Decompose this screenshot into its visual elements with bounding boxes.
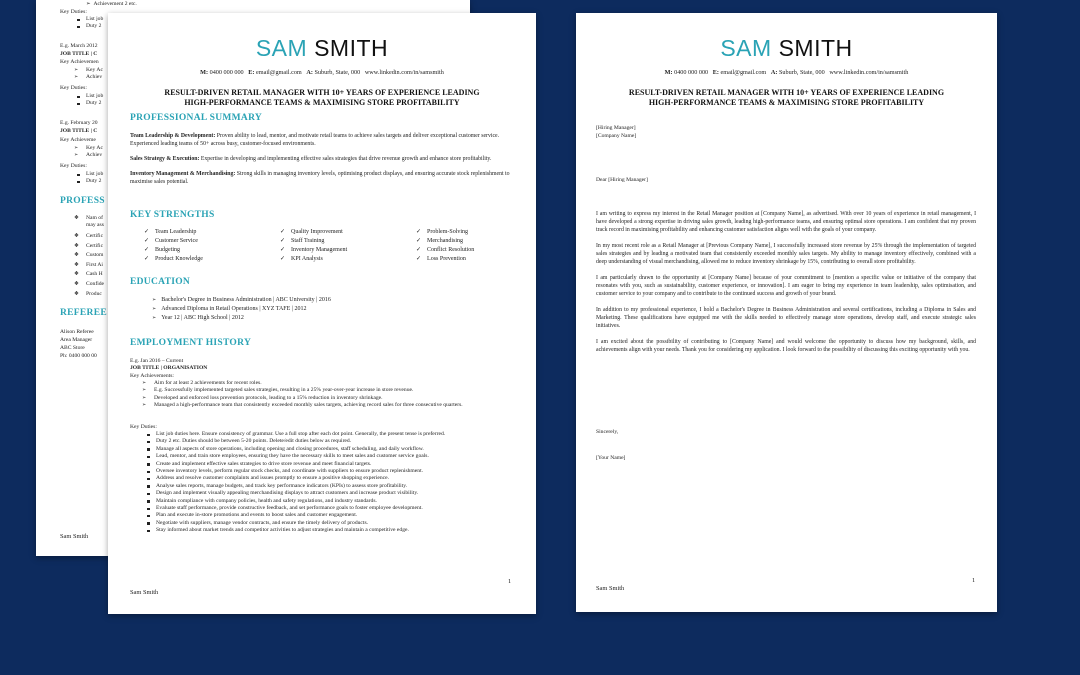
email: email@gmail.com bbox=[256, 69, 302, 76]
education-item: ➢ Advanced Diploma in Retail Operations | XYZ TAFE | 2012 bbox=[152, 305, 331, 314]
referee-line: Area Manager bbox=[60, 337, 93, 343]
candidate-name bbox=[108, 35, 536, 62]
strength-item: ✓ Merchandising bbox=[416, 237, 516, 246]
list-item: Design and implement visually appealing merchandising displays to attract customers and increase product visibility. bbox=[146, 490, 514, 497]
duties-list bbox=[76, 171, 103, 186]
list-item: ❖ Produc bbox=[74, 290, 104, 300]
list-item: ❖ Confide bbox=[74, 280, 104, 290]
letter-paragraph: I am particularly drawn to the opportunity at [Company Name] because of your commitment to [mention a specific value or initiative of the company that resonates with you, such as sustainability, customer experience, or innovation]. I am eager to bring my experience in team leadership, sales optimisation, and customer service to your company and to contribute to the continued success and growth of your brand. bbox=[596, 275, 976, 297]
headline: RESULT-DRIVEN RETAIL MANAGER WITH 10+ YEARS OF EXPERIENCE LEADING HIGH-PERFORMANCE TEAMS & MAXIMISING STORE PROFITABILITY bbox=[628, 88, 945, 107]
duties-list bbox=[76, 93, 103, 108]
footer-name: Sam Smith bbox=[60, 533, 89, 540]
list-item: List job bbox=[76, 171, 103, 178]
job-date: E.g. February 20 bbox=[60, 120, 98, 126]
strength-item: ✓ Inventory Management bbox=[280, 246, 416, 255]
contact-line: M: 0400 000 000 E: email@gmail.com A: Suburb, State, 000 www.linkedin.com/in/samsmith bbox=[200, 69, 444, 76]
list-item: Duty 2 bbox=[76, 100, 103, 107]
section-heading-strengths: KEY STRENGTHS bbox=[130, 210, 215, 220]
section-heading-referees: REFEREE bbox=[60, 308, 107, 318]
key-duties-label: Key Duties: bbox=[60, 85, 87, 91]
list-item: Negotiate with suppliers, manage vendor contracts, and ensure the timely delivery of products. bbox=[146, 520, 514, 527]
strength-item: ✓ Budgeting bbox=[144, 246, 280, 255]
key-duties-label: Key Duties: bbox=[60, 163, 87, 169]
linkedin: www.linkedin.com/in/samsmith bbox=[364, 69, 444, 76]
key-duties-label: Key Duties: bbox=[130, 424, 157, 430]
list-item: Analyse sales reports, manage budgets, and track key performance indicators (KPIs) to assess store profitability. bbox=[146, 483, 514, 490]
letter-paragraph: I am writing to express my interest in the Retail Manager position at [Company Name], as advertised. With over 10 years of experience in retail management, I have developed a strong expertise in driving sales growth, leading high-performance teams, and ensuring optimal store operations. I am confident that my proven track record in maximising profitability and enhancing customer satisfaction aligns well with the goals of your company. bbox=[596, 211, 976, 233]
strength-item: ✓ Staff Training bbox=[280, 237, 416, 246]
list-item: Lead, mentor, and train store employees, ensuring they have the necessary skills to meet sales and customer service goals. bbox=[146, 453, 514, 460]
strengths-grid bbox=[144, 228, 514, 264]
letter-body bbox=[596, 210, 976, 362]
referee-line: ABC Store bbox=[60, 345, 85, 351]
section-heading-summary: PROFESSIONAL SUMMARY bbox=[130, 113, 263, 123]
strength-item: ✓ Team Leadership bbox=[144, 228, 280, 237]
first-name: SAM bbox=[255, 35, 308, 61]
referee-block bbox=[60, 328, 97, 360]
achievements-list bbox=[74, 67, 103, 82]
section-heading-education: EDUCATION bbox=[130, 277, 191, 287]
summary-item: Sales Strategy & Execution: Expertise in developing and implementing effective sales strategies that drive revenue growth and enhance store profitability. bbox=[130, 156, 492, 162]
page-number: 1 bbox=[508, 578, 512, 585]
strength-item: ✓ Customer Service bbox=[144, 237, 280, 246]
letter-paragraph: In addition to my professional experience, I hold a Bachelor's Degree in Business Administration and several certifications, including a Diploma in Sales and Marketing. These qualifications have equipped me with the skills needed to effectively manage store operations, develop staff, and execute strategic sales initiatives. bbox=[596, 307, 976, 329]
salutation: Dear [Hiring Manager] bbox=[596, 177, 648, 183]
recipient-line: [Hiring Manager] bbox=[596, 125, 636, 131]
list-item: Create and implement effective sales strategies to drive store revenue and meet financial targets. bbox=[146, 461, 514, 468]
letter-paragraph: I am excited about the possibility of contributing to [Company Name] and would welcome the opportunity to discuss how my background, skills, and achievements align with your needs. Thank you for considering my application. I look forward to the possibility of discussing this exciting opportunity with you. bbox=[596, 339, 976, 353]
list-item: ➢ Key Ac bbox=[74, 67, 103, 74]
job-date: E.g. Jan 2016 – Current bbox=[130, 358, 184, 364]
footer-name: Sam Smith bbox=[596, 585, 625, 592]
recipient-line: [Company Name] bbox=[596, 133, 637, 139]
list-item: Duty 2 bbox=[76, 178, 103, 185]
job-title: JOB TITLE | C bbox=[60, 51, 98, 57]
email: email@gmail.com bbox=[720, 69, 767, 76]
key-achievements-label: Key Achieveme bbox=[60, 137, 96, 143]
list-item: List job bbox=[76, 16, 103, 23]
list-item: Manage all aspects of store operations, including opening and closing procedures, staff scheduling, and daily workflow. bbox=[146, 446, 514, 453]
list-item: List job duties here. Ensure consistency of grammar. Use a full stop after each dot point. Generally, the present tense is preferred. bbox=[146, 431, 514, 438]
education-item: ➢ Bachelor's Degree in Business Administration | ABC University | 2016 bbox=[152, 296, 331, 305]
education-list bbox=[152, 296, 331, 323]
phone: 0400 000 000 bbox=[674, 69, 709, 76]
job-date: E.g. March 2012 bbox=[60, 43, 98, 49]
list-item: ❖ Certific bbox=[74, 242, 104, 252]
page-number: 1 bbox=[972, 577, 976, 584]
list-item: ➢ Managed a high-performance team that consistently exceeded monthly sales targets, achieving record sales for three consecutive quarters. bbox=[142, 402, 512, 409]
achievements-list bbox=[142, 380, 512, 410]
last-name: SMITH bbox=[314, 35, 389, 61]
referee-line: Alison Referee bbox=[60, 329, 94, 335]
list-item: Evaluate staff performance, provide constructive feedback, and set performance goals to foster employee development. bbox=[146, 505, 514, 512]
list-item: Oversee inventory levels, perform regular stock checks, and coordinate with suppliers to ensure product replenishment. bbox=[146, 468, 514, 475]
key-achievements-label: Key Achievements: bbox=[130, 373, 174, 379]
signature: [Your Name] bbox=[596, 455, 626, 461]
address: Suburb, State, 000 bbox=[314, 69, 361, 76]
strength-item: ✓ Loss Prevention bbox=[416, 255, 516, 264]
key-achievements-label: Key Achievemen bbox=[60, 59, 99, 65]
headline: RESULT-DRIVEN RETAIL MANAGER WITH 10+ YEARS OF EXPERIENCE LEADING HIGH-PERFORMANCE TEAMS & MAXIMISING STORE PROFITABILITY bbox=[164, 88, 480, 107]
job-title: JOB TITLE | C bbox=[60, 128, 98, 134]
list-item: ❖ Cash H bbox=[74, 270, 104, 280]
duties-list bbox=[76, 16, 103, 31]
summary-item: Inventory Management & Merchandising: Strong skills in managing inventory levels, optimising product displays, and ensuring accurate stock replenishment to maximise sales potential. bbox=[130, 171, 510, 185]
last-name: SMITH bbox=[778, 35, 853, 61]
list-item: ➢ Key Ac bbox=[74, 145, 103, 152]
section-heading-employment: EMPLOYMENT HISTORY bbox=[130, 338, 252, 348]
list-item: ➢ Developed and enforced loss prevention protocols, leading to a 15% reduction in inventory shrinkage. bbox=[142, 395, 512, 402]
list-item: Plan and execute in-store promotions and events to boost sales and customer engagement. bbox=[146, 512, 514, 519]
summary-block bbox=[130, 132, 514, 193]
candidate-name bbox=[576, 35, 997, 62]
list-item: ❖ Certific bbox=[74, 232, 104, 242]
referee-line: Ph: 0400 000 00 bbox=[60, 353, 97, 359]
address: Suburb, State, 000 bbox=[778, 69, 825, 76]
linkedin: www.linkedin.com/in/samsmith bbox=[829, 69, 909, 76]
list-item: Duty 2 etc. Duties should be between 5-20 points. Delete/edit duties below as required. bbox=[146, 438, 514, 445]
duties-list bbox=[146, 431, 514, 535]
list-item: ❖ Nam of may ass bbox=[74, 215, 104, 229]
summary-item: Team Leadership & Development: Proven ability to lead, mentor, and motivate retail teams to achieve sales targets and deliver exceptional customer service. Experienced leading teams of 50+ across busy, customer-focused environments. bbox=[130, 133, 500, 147]
closing: Sincerely, bbox=[596, 429, 619, 435]
strength-item: ✓ Quality Improvement bbox=[280, 228, 416, 237]
achievement-line: ➢ Achievement 2 etc. bbox=[86, 1, 137, 7]
job-title: JOB TITLE | ORGANISATION bbox=[130, 365, 208, 371]
achievements-list bbox=[74, 145, 103, 160]
list-item: ➢ Aim for at least 2 achievements for recent roles. bbox=[142, 380, 512, 387]
resume-page-1 bbox=[108, 13, 536, 614]
professional-list bbox=[74, 215, 104, 299]
list-item: ➢ Achiev bbox=[74, 74, 103, 81]
recipient-block bbox=[596, 124, 636, 140]
letter-paragraph: In my most recent role as a Retail Manager at [Previous Company Name], I successfully increased store revenue by 25% through the implementation of targeted sales strategies and by leading a motivated team that consistently exceeded monthly sales targets. My ability to manage inventory effectively, combined with a deep understanding of visual merchandising, allowed me to reduce inventory shrinkage by 15%, contributing to overall store profitability. bbox=[596, 243, 976, 265]
footer-name: Sam Smith bbox=[130, 589, 159, 596]
strength-item: ✓ KPI Analysis bbox=[280, 255, 416, 264]
first-name: SAM bbox=[720, 35, 772, 61]
contact-line: M: 0400 000 000 E: email@gmail.com A: Suburb, State, 000 www.linkedin.com/in/samsmith bbox=[664, 69, 909, 76]
list-item: ➢ E.g. Successfully implemented targeted sales strategies, resulting in a 25% year-over-year increase in store revenue. bbox=[142, 387, 512, 394]
list-item: ❖ First Ai bbox=[74, 261, 104, 271]
section-heading-professional: PROFESS bbox=[60, 196, 105, 206]
list-item: Maintain compliance with company policies, health and safety regulations, and industry standards. bbox=[146, 498, 514, 505]
list-item: List job bbox=[76, 93, 103, 100]
list-item: ➢ Achiev bbox=[74, 152, 103, 159]
cover-letter-page bbox=[576, 13, 997, 612]
list-item: Stay informed about market trends and competitor activities to adjust strategies and maintain a competitive edge. bbox=[146, 527, 514, 534]
list-item: Address and resolve customer complaints and issues promptly to ensure a positive shopping experience. bbox=[146, 475, 514, 482]
key-duties-label: Key Duties: bbox=[60, 9, 87, 15]
education-item: ➢ Year 12 | ABC High School | 2012 bbox=[152, 314, 331, 323]
strength-item: ✓ Product Knowledge bbox=[144, 255, 280, 264]
strength-item: ✓ Problem-Solving bbox=[416, 228, 516, 237]
phone: 0400 000 000 bbox=[209, 69, 244, 76]
list-item: Duty 2 bbox=[76, 23, 103, 30]
list-item: ❖ Custom bbox=[74, 251, 104, 261]
strength-item: ✓ Conflict Resolution bbox=[416, 246, 516, 255]
